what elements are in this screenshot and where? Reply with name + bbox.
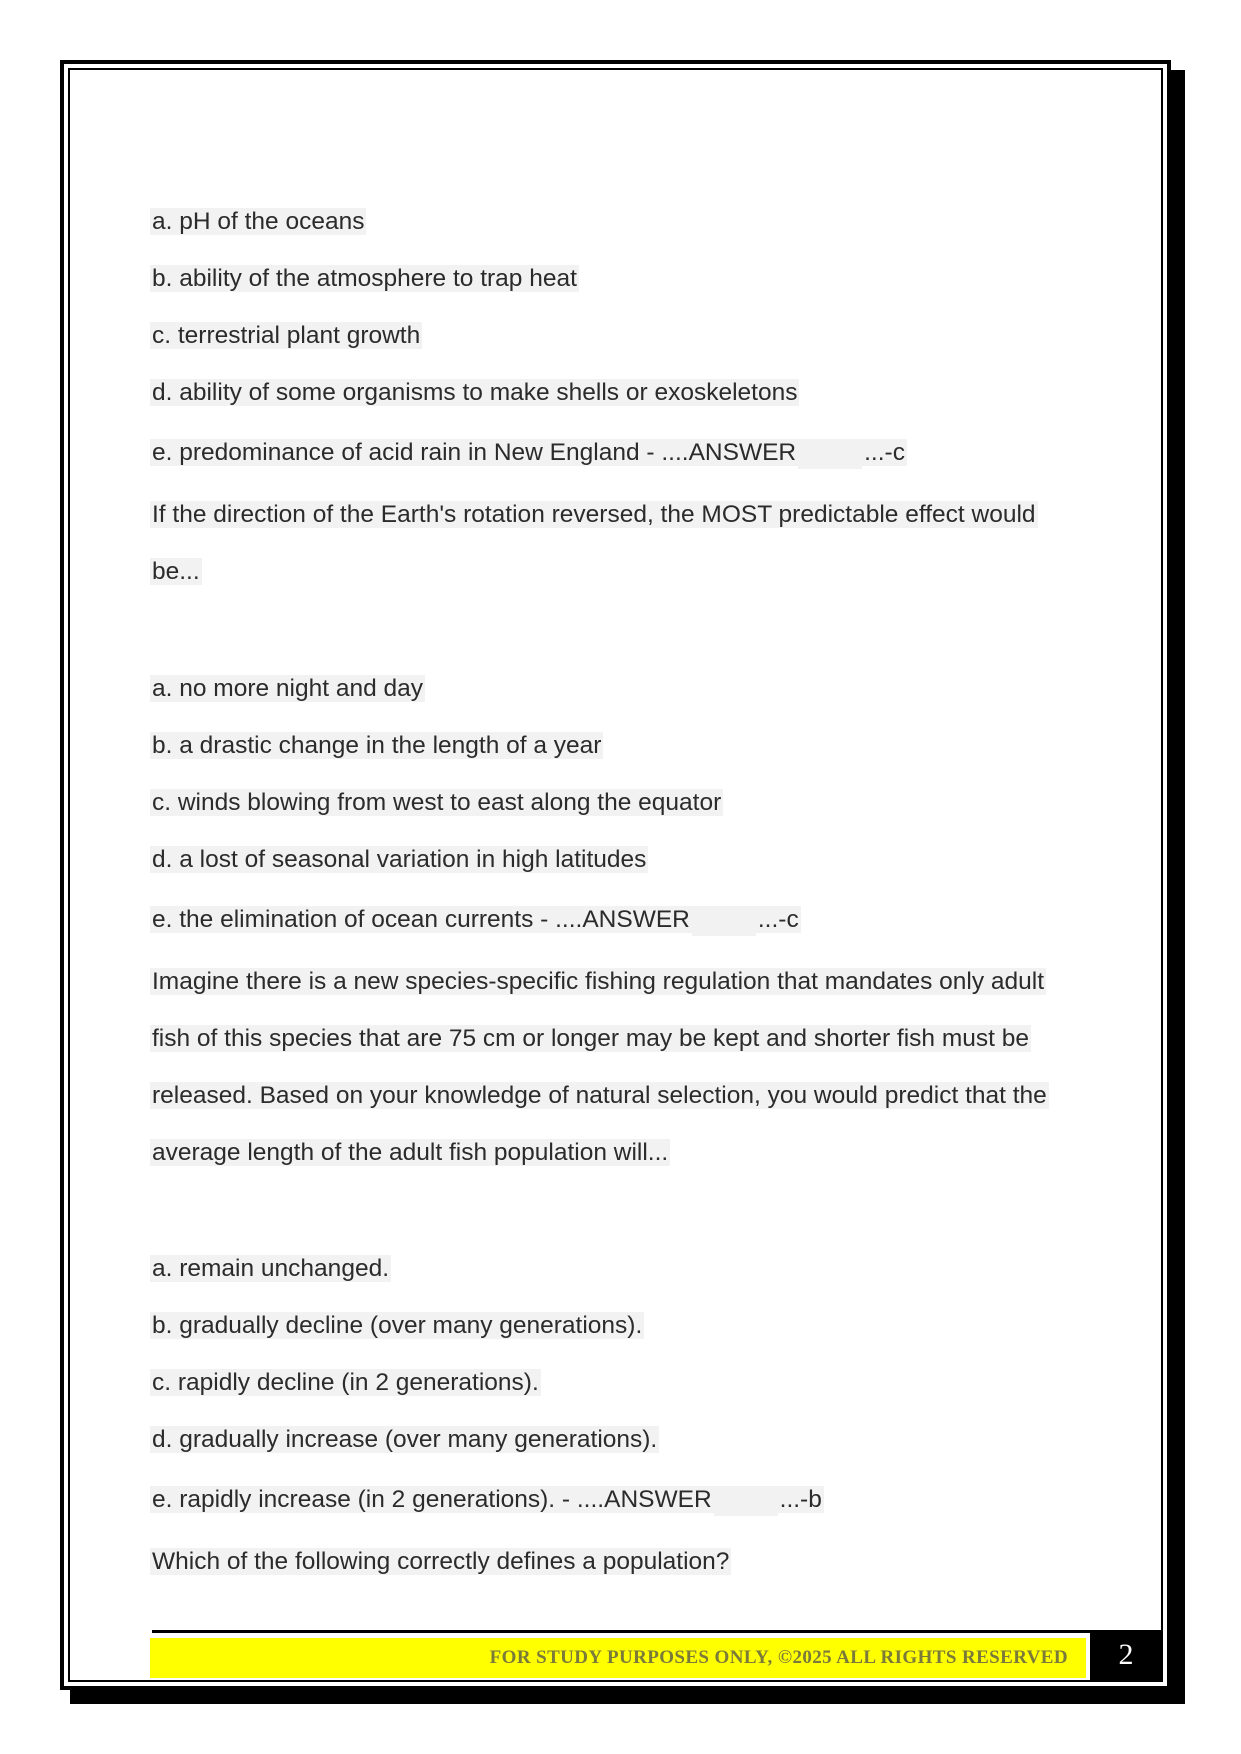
option-line: b. a drastic change in the length of a year xyxy=(152,732,602,759)
page-number: 2 xyxy=(1118,1638,1134,1671)
footer-notice: FOR STUDY PURPOSES ONLY, ©2025 ALL RIGHTS RESERVED xyxy=(489,1647,1068,1668)
answer-value: ...-b xyxy=(779,1486,822,1513)
answer-line: e. the elimination of ocean currents - ....ANSWER ...-c xyxy=(150,903,801,937)
question-line: released. Based on your knowledge of natural selection, you would predict that the xyxy=(152,1082,1047,1109)
option-line: c. terrestrial plant growth xyxy=(152,322,421,349)
question-line: fish of this species that are 75 cm or longer may be kept and shorter fish must be xyxy=(152,1025,1029,1052)
option-line: b. gradually decline (over many generations). xyxy=(152,1312,643,1339)
question-line: Which of the following correctly defines a population? xyxy=(152,1548,730,1575)
option-line: c. winds blowing from west to east along the equator xyxy=(152,789,722,816)
question-line: be... xyxy=(152,558,200,585)
answer-value: ...-c xyxy=(864,439,905,466)
option-line: c. rapidly decline (in 2 generations). xyxy=(152,1369,539,1396)
page-number-box xyxy=(1090,1630,1162,1680)
option-line: d. ability of some organisms to make shells or exoskeletons xyxy=(152,379,798,406)
answer-line: e. predominance of acid rain in New England - ....ANSWER ...-c xyxy=(150,436,907,470)
question-line: If the direction of the Earth's rotation reversed, the MOST predictable effect would xyxy=(152,501,1036,528)
option-line: d. a lost of seasonal variation in high latitudes xyxy=(152,846,647,873)
answer-value: ...-c xyxy=(757,906,799,933)
footer-bar xyxy=(150,1638,1086,1678)
option-line: a. no more night and day xyxy=(152,675,424,702)
option-line: a. pH of the oceans xyxy=(152,208,365,235)
option-line: a. remain unchanged. xyxy=(152,1255,389,1282)
option-line: d. gradually increase (over many generations). xyxy=(152,1426,658,1453)
question-line: Imagine there is a new species-specific fishing regulation that mandates only adult xyxy=(152,968,1045,995)
option-line: b. ability of the atmosphere to trap heat xyxy=(152,265,577,292)
footer-rule xyxy=(152,1630,1090,1633)
question-line: average length of the adult fish population will... xyxy=(152,1139,669,1166)
answer-line: e. rapidly increase (in 2 generations). - ....ANSWER ...-b xyxy=(150,1483,824,1517)
